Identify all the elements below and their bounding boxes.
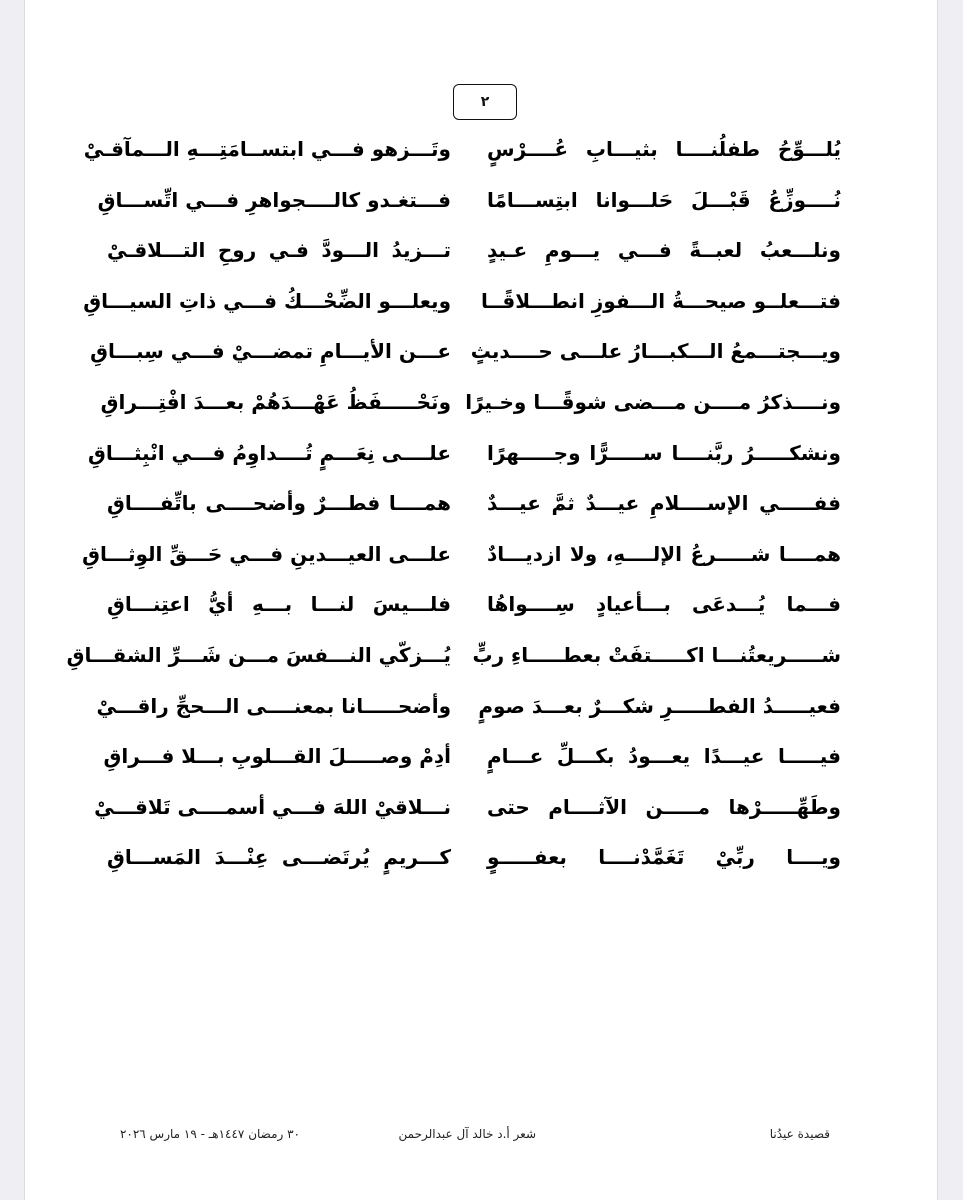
verse-first-hemistich: ففـــــي الإســــلامِ عيـــدٌ ثمَّ عيـــدٌ [487, 491, 841, 516]
verse-second-hemistich: عـــن الأيـــامِ تمضـــيْ فـــي سِبـــاقِ [90, 339, 451, 364]
verse-first-hemistich: ونشكـــــرُ ربَّنــــا ســـــرًّا وجـــــهرًا [487, 440, 841, 465]
verse-first-hemistich: فتـــعلــو صيحـــةُ الـــفوزِ انطـــلاقًــا [481, 288, 841, 313]
verse-first-hemistich: نُــــوزِّعُ قَبْـــلَ حَلـــوانا ابتِســـامًا [487, 187, 841, 212]
viewer-left-margin [0, 0, 25, 1200]
verse-first-hemistich: فـــما يُـــدعَى بـــأعيادٍ سِــــواهُا [487, 592, 841, 617]
page-number: ٢ [453, 84, 517, 120]
verse-second-hemistich: تـــزيدُ الـــودَّ فـي روحِ التـــلاقـيْ [107, 238, 451, 263]
verse-second-hemistich: فـــتغـدو كالــــجواهرِ فـــي اتِّســـاقِ [97, 187, 451, 212]
verse-second-hemistich: همــــا فطـــرٌ وأضحــــى باتِّفــــاقِ [107, 491, 451, 516]
verse-second-hemistich: وأضحـــــانا بمعنــــى الـــحجِّ راقـــيْ [96, 693, 451, 718]
verse-line [25, 837, 937, 885]
verse-line [25, 483, 937, 531]
verse-first-hemistich: همــــا شـــــرعُ الإلــــهِ، ولا ازديـــادٌ [487, 541, 841, 566]
verse-line [25, 180, 937, 228]
verse-first-hemistich: فيـــــا عيـــدًا يعـــودُ بكـــلِّ عـــامٍ [487, 744, 841, 769]
verse-first-hemistich: يُلـــوِّحُ طفلُنــــا بثيـــابِ عُــــرْسٍ [487, 137, 841, 161]
page-footer [25, 1127, 937, 1147]
verse-second-hemistich: علــــى نِعَـــمٍ تُــــداوِمُ فـــي انْبِثـــاقِ [87, 440, 451, 465]
verse-second-hemistich: كـــريمٍ يُرتَضـــى عِنْـــدَ المَســـاقِ [107, 845, 451, 870]
verse-second-hemistich: أدِمْ وصـــــلَ القـــلوبِ بـــلا فـــراقِ [103, 744, 451, 769]
verse-second-hemistich: علـــى العيـــدينِ فـــي حَـــقِّ الوِثـــاقِ [82, 541, 451, 566]
verse-line [25, 787, 937, 835]
verse-first-hemistich: شـــــريعتُنـــا اكـــــتفَتْ بعطـــــاءِ ربٍّ [472, 643, 841, 667]
verse-line [25, 281, 937, 329]
verse-second-hemistich: يُـــزكّي النـــفسَ مـــن شَـــرِّ الشقـــاقِ [66, 643, 451, 667]
footer-date: ٣٠ رمضان ١٤٤٧هـ - ١٩ مارس ٢٠٢٦ [119, 1127, 300, 1141]
verse-line [25, 686, 937, 734]
verse-line [25, 736, 937, 784]
verse-first-hemistich: ويــــا ربِّيْ تَغَمَّدْنــــا بعفـــــوٍ [487, 845, 841, 870]
verse-line [25, 331, 937, 379]
verse-second-hemistich: نـــلاقيْ اللهَ فـــي أسمــــى تَلاقـــيْ [94, 794, 451, 819]
verse-line [25, 534, 937, 582]
verse-second-hemistich: ويعلـــو الضِّحْـــكُ فـــي ذاتِ السيـــاقِ [83, 288, 451, 313]
verse-line [25, 635, 937, 683]
verse-line [25, 230, 937, 278]
verse-line [25, 129, 937, 177]
document-page [25, 0, 937, 1200]
footer-author: شعر أ.د خالد آل عبدالرحمن [398, 1127, 536, 1141]
viewer-right-margin [937, 0, 963, 1200]
verse-first-hemistich: ويـــجتـــمعُ الـــكبـــارُ علـــى حــــديثٍ [470, 339, 841, 364]
verse-first-hemistich: ونلـــعبُ لعبــةً فـــي يـــومِ عـيدٍ [487, 238, 841, 263]
verse-second-hemistich: فلـــيسَ لنـــا بـــهِ أيُّ اعتِنـــاقِ [107, 592, 451, 617]
verse-line [25, 433, 937, 481]
verse-first-hemistich: فعيـــــدُ الفطـــــرِ شكـــرٌ بعـــدَ صومٍ [478, 693, 841, 718]
verse-second-hemistich: ونَحْـــــفَظُ عَهْـــدَهُمْ بعـــدَ افْتِـــراقِ [100, 390, 451, 414]
footer-poem-title: قصيدة عيدُنا [769, 1127, 830, 1141]
verse-first-hemistich: ونــــذكرُ مــــن مـــضى شوقًـــا وخـيرًا [465, 390, 841, 414]
verse-second-hemistich: وتَـــزهو فـــي ابتســامَتِـــهِ الـــمآقـيْ [83, 137, 451, 161]
verse-line [25, 382, 937, 430]
verse-line [25, 584, 937, 632]
verse-first-hemistich: وطَهِّـــــرْها مـــــن الآثــــام حتى [487, 794, 841, 819]
